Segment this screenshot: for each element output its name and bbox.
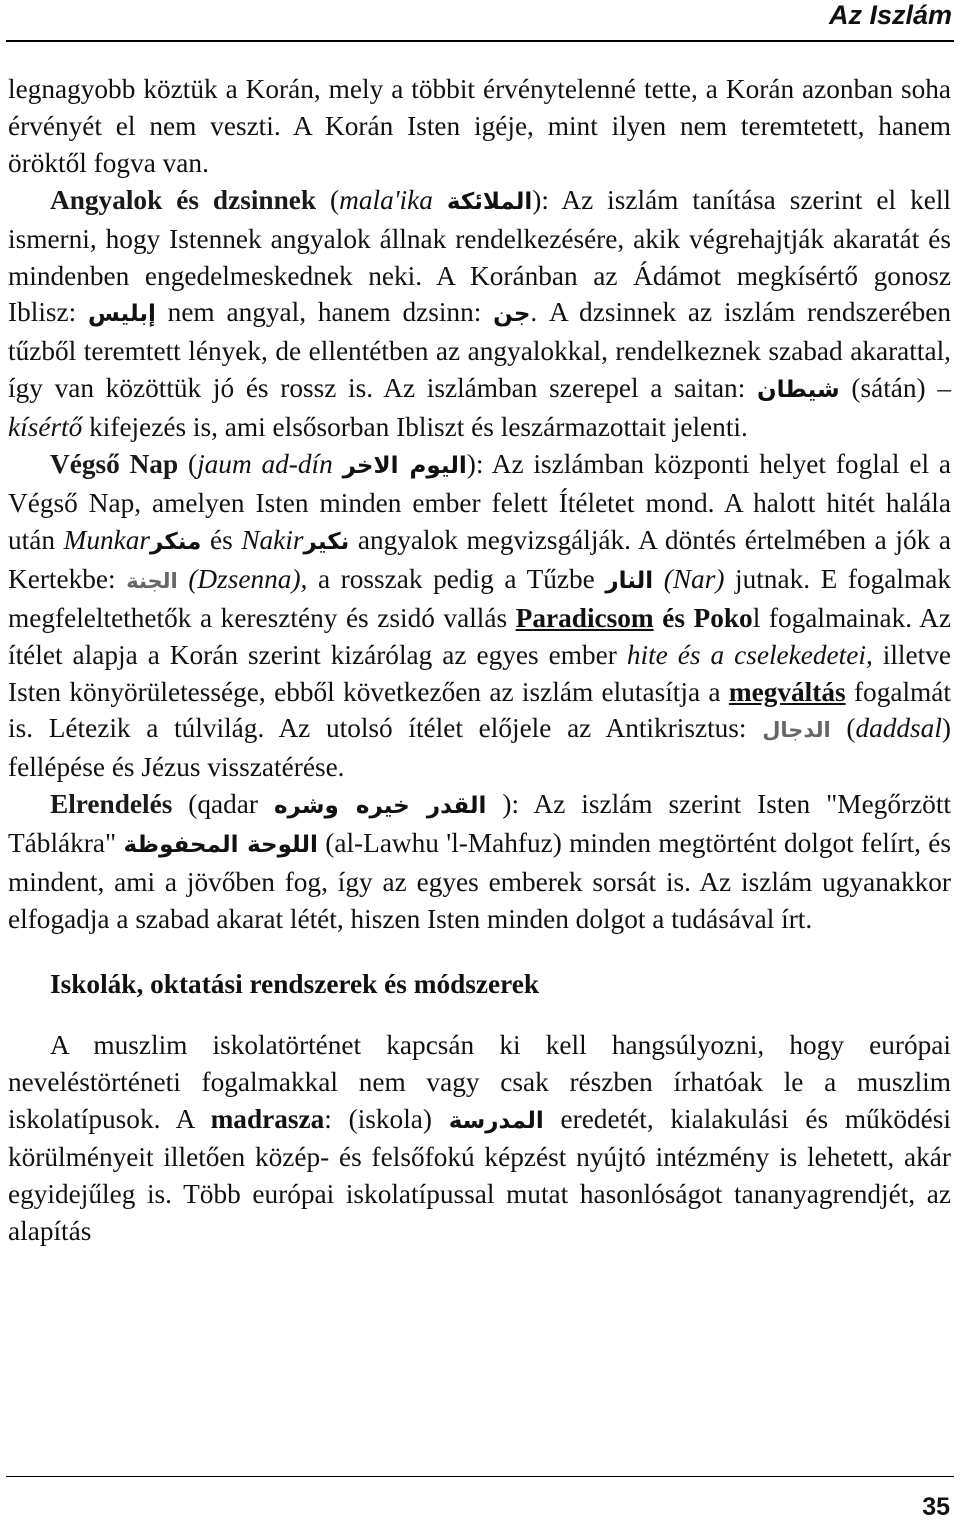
paragraph-predestination — [8, 786, 951, 938]
italic-term: Munkar — [63, 524, 151, 555]
page-number: 35 — [922, 1493, 950, 1521]
page-body — [8, 71, 951, 1250]
text-run: ): Az iszlámban központi helyet foglal el a Végső Nap, amelyen Isten minden ember felett Ítéletet mond. A halott hitét halála után — [8, 449, 951, 555]
term-heading: Angyalok és dzsinnek — [50, 184, 317, 215]
header-rule — [6, 40, 954, 42]
text-run: ) fellépése és Jézus visszatérése. — [8, 713, 951, 783]
text-run: a rosszak pedig a Tűzbe — [307, 563, 606, 594]
bold-term: és Poko — [662, 602, 753, 633]
arabic-term: النار — [605, 567, 654, 594]
text-run: : (iskola) — [324, 1103, 449, 1134]
italic-term: Nakir — [241, 524, 304, 555]
text-run: (qadar — [172, 789, 274, 820]
text-run: kifejezés is, ami elsősorban Ibliszt és leszármazottait jelenti. — [82, 412, 748, 443]
text-run: eredetét, kialakulási és működési körülményeit illetően közép- és felsőfokú képzést nyújtó intézmény is lehetett, akár egyidejűleg is. Több európai iskolatípussal mutat hasonlóságot tananyagrendjét, az alapítás — [8, 1103, 951, 1247]
text-run: (al-Lawhu 'l-Mahfuz) minden megtörtént dolgot felírt, és mindent, ami a jövőben fog, így az egyes emberek sorsát is. Az iszlám ugyanakkor elfogadja a szabad akarat létét, hiszen Isten minden dolgot a tudásával írt. — [8, 828, 951, 934]
text-run: l fogalmainak. Az ítélet alapja a Korán szerint kizárólag az egyes ember — [8, 602, 952, 670]
text-run: A muszlim iskolatörténet kapcsán ki kell hangsúlyozni, hogy európai neveléstörténeti fogalmakkal nem vagy csak részben írhatóak le a muszlim iskolatípusok. A — [8, 1029, 951, 1134]
text-run: fogalmát is. Létezik a túlvilág. Az utolsó ítélet előjele az Antikrisztus: — [8, 676, 951, 744]
text-run: . A dzsinnek az iszlám rendszerében tűzből teremtett lények, de ellentétben az angyalokkal, rendelkeznek szabad akarattal, így van közöttük jó és rossz is. Az iszlámban szerepel a saitan: — [8, 297, 951, 404]
link-paradicsom[interactable]: Paradicsom — [515, 602, 654, 633]
arabic-term: منكر — [150, 528, 202, 555]
arabic-term: الملائكة — [446, 188, 533, 215]
paragraph-angels — [8, 182, 951, 446]
bold-term: madrasza — [210, 1103, 325, 1134]
paragraph-last-day — [8, 446, 951, 786]
arabic-term: شيطان — [757, 377, 840, 404]
text-run: ): Az iszlám tanítása szerint el kell ismerni, hogy Istennek angyalok állnak rendelkezésére, akik végrehajtják akaratát és mindenben engedelmeskednek neki. A Koránban az Ádámot megkísértő gonosz Iblisz: — [8, 184, 951, 328]
term-heading: Végső Nap — [50, 449, 179, 480]
paragraph-continuation — [8, 71, 951, 182]
paragraph-text: legnagyobb köztük a Korán, mely a többit érvénytelenné tette, a Korán azonban soha érvényét el nem veszti. A Korán Isten igéje, mint ilyen nem teremtetett, hanem öröktől fogva van. — [8, 74, 951, 178]
footer-rule — [6, 1476, 954, 1477]
text-run: és — [201, 524, 242, 555]
italic-term: hite és a cselekedetei, — [626, 639, 873, 670]
arabic-term: اليوم الاخر — [342, 453, 467, 480]
arabic-image-term: الدجال — [762, 718, 831, 743]
text-run — [654, 603, 663, 633]
term-heading: Elrendelés — [50, 789, 173, 820]
italic-term: (Dzsenna), — [177, 563, 308, 594]
arabic-term: القدر خيره وشره — [273, 793, 487, 820]
text-run: ( — [178, 449, 198, 480]
arabic-term: اللوحة المحفوظة — [123, 832, 318, 859]
arabic-image-term: الجنة — [126, 568, 178, 593]
text-run: (sátán) – — [839, 373, 951, 404]
arabic-term: إبليس — [88, 301, 156, 328]
italic-term: daddsal — [855, 713, 942, 744]
arabic-term: المدرسة — [448, 1107, 544, 1134]
text-run: illetve Isten könyörületessége, ebből következően az iszlám elutasítja a — [8, 639, 951, 707]
transliteration: mala'ika — [339, 184, 433, 215]
section-heading-paragraph — [8, 966, 951, 1003]
section-heading: Iskolák, oktatási rendszerek és módszerek — [50, 968, 540, 999]
text-run: ( — [316, 184, 340, 215]
italic-term: (Nar) — [653, 563, 725, 594]
arabic-term: نكير — [303, 528, 350, 555]
text-run: ): Az iszlám szerint Isten "Megőrzött Táblákra" — [8, 789, 951, 859]
text-run: jutnak. E fogalmak megfeleltethetők a keresztény és zsidó vallás — [8, 563, 951, 633]
text-run: angyalok megvizsgálják. A döntés értelmében a jók a Kertekbe: — [8, 524, 951, 594]
running-header-title: Az Iszlám — [828, 0, 952, 30]
transliteration: jaum ad-dín — [197, 449, 333, 480]
italic-term: kísértő — [8, 412, 83, 443]
paragraph-schools — [8, 1027, 951, 1250]
arabic-term: جن — [493, 301, 531, 328]
text-run: ( — [830, 713, 856, 744]
link-megvaltas[interactable]: megváltás — [728, 676, 846, 707]
text-run: nem angyal, hanem dzsinn: — [155, 297, 494, 328]
